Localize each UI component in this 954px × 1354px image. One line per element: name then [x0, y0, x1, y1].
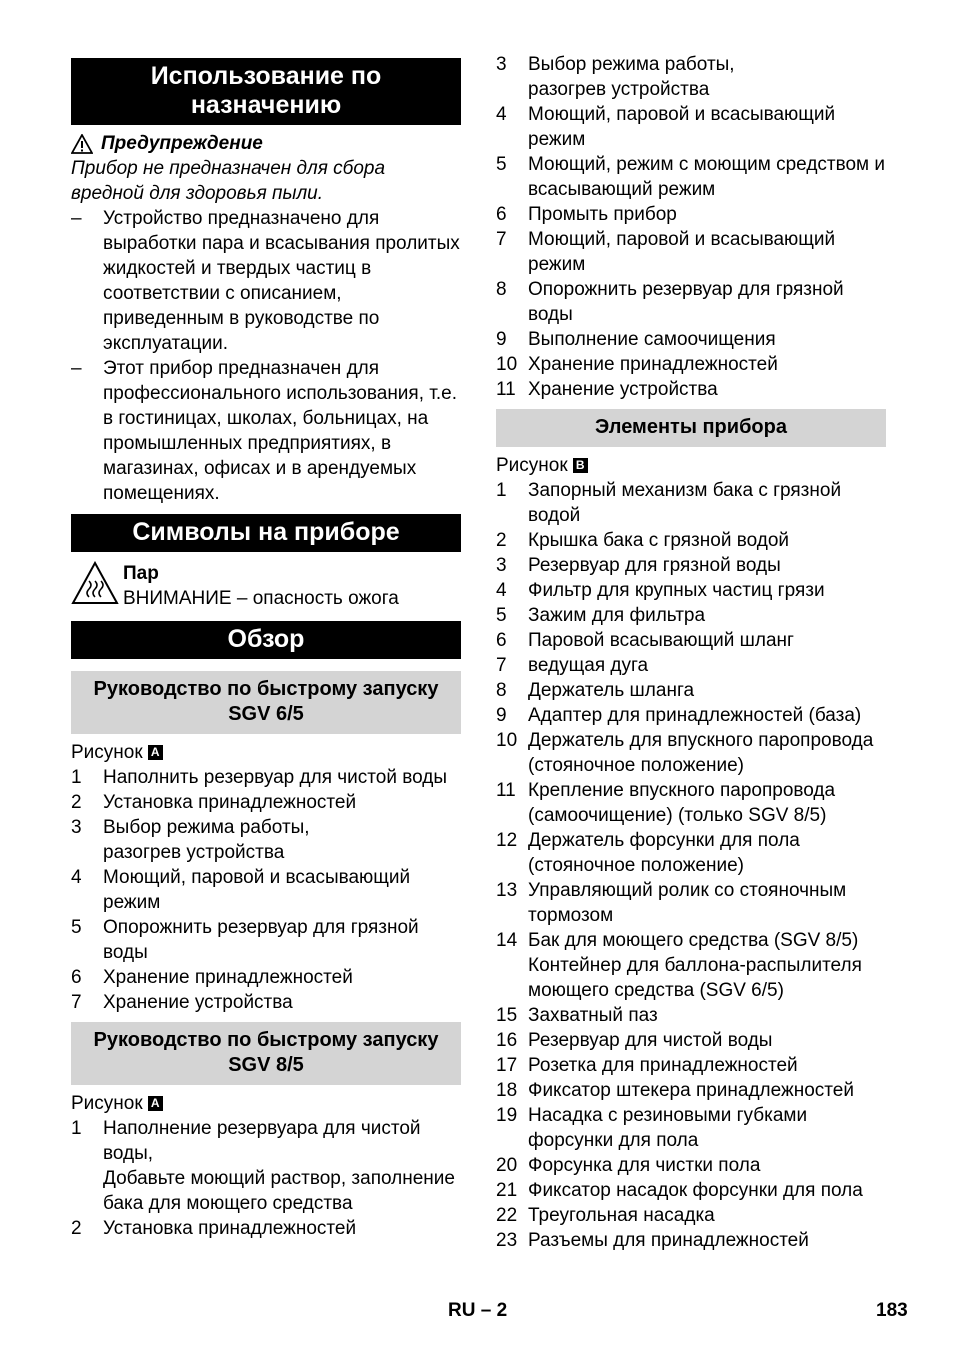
item-text: Моющий, паровой и всасывающий режим — [528, 229, 836, 275]
item-text: ведущая дуга — [528, 655, 649, 676]
quick2-figure-ref — [71, 1091, 461, 1116]
list-item — [496, 1003, 886, 1028]
item-number: 18 — [496, 1080, 518, 1101]
item-number: 7 — [496, 229, 507, 250]
list-item — [496, 828, 886, 878]
item-text: Хранение принадлежностей — [528, 354, 778, 375]
item-text: Бак для моющего средства (SGV 8/5) Контейнер для баллона-распылителя моющего средства (SGV 6/5) — [528, 930, 862, 1001]
symbol-text: ВНИМАНИЕ – опасность ожога — [123, 588, 399, 609]
item-number: 9 — [496, 329, 507, 350]
item-number: 2 — [71, 792, 82, 813]
list-item — [71, 1116, 461, 1216]
item-text: Резервуар для чистой воды — [528, 1030, 773, 1051]
symbol-description — [123, 561, 399, 611]
item-text: Опорожнить резервуар для грязной воды — [528, 279, 844, 325]
list-item — [496, 277, 886, 327]
list-item — [496, 152, 886, 202]
item-text: Фиксатор насадок форсунки для пола — [528, 1180, 863, 1201]
figure-label: Рисунок — [71, 742, 143, 763]
item-number: 8 — [496, 279, 507, 300]
footer-page-number: 183 — [876, 1300, 908, 1321]
item-number: 3 — [71, 817, 82, 838]
list-item — [496, 678, 886, 703]
item-text: Адаптер для принадлежностей (база) — [528, 705, 862, 726]
item-number: 3 — [496, 54, 507, 75]
list-item — [496, 1103, 886, 1153]
item-text: Насадка с резиновыми губками форсунки для пола — [528, 1105, 808, 1151]
list-item — [496, 202, 886, 227]
item-number: 1 — [496, 480, 507, 501]
item-number: 5 — [496, 154, 507, 175]
list-item — [496, 1228, 886, 1253]
item-text: Разъемы для принадлежностей — [528, 1230, 809, 1251]
item-number: 21 — [496, 1180, 518, 1201]
list-item — [71, 990, 461, 1015]
item-text: Установка принадлежностей — [103, 792, 357, 813]
figure-letter-badge: B — [573, 458, 588, 473]
list-item — [496, 703, 886, 728]
list-item — [496, 102, 886, 152]
item-text: Крышка бака с грязной водой — [528, 530, 790, 551]
item-text: Розетка для принадлежностей — [528, 1055, 798, 1076]
item-number: 7 — [496, 655, 507, 676]
item-number: 11 — [496, 780, 516, 801]
item-text: Выбор режима работы, разогрев устройства — [103, 817, 310, 863]
left-column — [71, 58, 461, 1241]
item-text: Хранение устройства — [528, 379, 718, 400]
quick1-figure-ref — [71, 740, 461, 765]
list-item — [496, 1028, 886, 1053]
list-item — [496, 52, 886, 102]
warning-header — [71, 131, 461, 156]
list-item — [496, 778, 886, 828]
quick2-heading: Руководство по быстрому запуску SGV 8/5 — [71, 1022, 461, 1085]
list-item — [496, 327, 886, 352]
item-text: Зажим для фильтра — [528, 605, 706, 626]
list-item — [496, 728, 886, 778]
elements-heading: Элементы прибора — [496, 409, 886, 447]
list-item — [496, 878, 886, 928]
figure-label: Рисунок — [496, 455, 568, 476]
item-text: Фильтр для крупных частиц грязи — [528, 580, 825, 601]
hot-steam-warning-icon — [71, 561, 119, 605]
item-text: Крепление впускного паропровода (самоочищение) (только SGV 8/5) — [528, 780, 836, 826]
item-text: Моющий, режим с моющим средством и всасывающий режим — [528, 154, 886, 200]
item-number: 22 — [496, 1205, 518, 1226]
item-text: Запорный механизм бака с грязной водой — [528, 480, 842, 526]
item-text: Выполнение самоочищения — [528, 329, 776, 350]
list-item — [496, 377, 886, 402]
item-number: 17 — [496, 1055, 518, 1076]
item-number: 1 — [71, 767, 82, 788]
list-item — [71, 790, 461, 815]
list-item — [71, 765, 461, 790]
list-item — [71, 1216, 461, 1241]
item-number: 3 — [496, 555, 507, 576]
item-text: Фиксатор штекера принадлежностей — [528, 1080, 854, 1101]
item-number: 6 — [71, 967, 82, 988]
elements-figure-ref — [496, 453, 886, 478]
list-item — [496, 628, 886, 653]
item-text: Установка принадлежностей — [103, 1218, 357, 1239]
list-item — [496, 352, 886, 377]
figure-letter-badge: A — [148, 1096, 163, 1111]
usage-item — [71, 206, 461, 356]
list-item — [496, 553, 886, 578]
heading-usage: Использование по назначению — [71, 58, 461, 125]
item-text: Треугольная насадка — [528, 1205, 715, 1226]
item-number: 20 — [496, 1155, 518, 1176]
item-number: 1 — [71, 1118, 82, 1139]
list-item — [496, 1078, 886, 1103]
item-number: 12 — [496, 830, 518, 851]
item-text: Наполнение резервуара для чистой воды, — [103, 1118, 421, 1164]
item-text-continued: Добавьте моющий раствор, заполнение бака для моющего средства — [103, 1168, 455, 1214]
usage-item — [71, 356, 461, 506]
item-number: 9 — [496, 705, 507, 726]
item-number: 6 — [496, 630, 507, 651]
list-item — [496, 1153, 886, 1178]
item-number: 15 — [496, 1005, 518, 1026]
item-number: 4 — [496, 580, 507, 601]
list-item — [71, 915, 461, 965]
item-text: Моющий, паровой и всасывающий режим — [103, 867, 411, 913]
figure-letter-badge: A — [148, 745, 163, 760]
item-text: Выбор режима работы, разогрев устройства — [528, 54, 735, 100]
item-text: Моющий, паровой и всасывающий режим — [528, 104, 836, 150]
item-number: 7 — [71, 992, 82, 1013]
item-number: 13 — [496, 880, 518, 901]
list-item — [496, 603, 886, 628]
item-number: 2 — [71, 1218, 82, 1239]
item-text: Наполнить резервуар для чистой воды — [103, 767, 447, 788]
list-item — [496, 1203, 886, 1228]
list-item — [496, 478, 886, 528]
item-number: 4 — [496, 104, 507, 125]
dash-marker: – — [71, 208, 82, 229]
item-text: Держатель шланга — [528, 680, 695, 701]
item-text: Форсунка для чистки пола — [528, 1155, 761, 1176]
item-text: Паровой всасывающий шланг — [528, 630, 794, 651]
item-number: 6 — [496, 204, 507, 225]
item-number: 5 — [496, 605, 507, 626]
item-text: Опорожнить резервуар для грязной воды — [103, 917, 419, 963]
quick1-heading: Руководство по быстрому запуску SGV 6/5 — [71, 671, 461, 734]
symbol-row — [71, 561, 461, 611]
list-item — [496, 653, 886, 678]
item-number: 4 — [71, 867, 82, 888]
list-item — [496, 928, 886, 1003]
item-number: 11 — [496, 379, 516, 400]
item-text: Хранение устройства — [103, 992, 293, 1013]
right-column — [496, 52, 886, 1253]
warning-title: Предупреждение — [101, 133, 263, 154]
list-item — [71, 865, 461, 915]
item-number: 23 — [496, 1230, 518, 1251]
list-item — [496, 528, 886, 553]
item-number: 19 — [496, 1105, 518, 1126]
item-text: Управляющий ролик со стояночным тормозом — [528, 880, 847, 926]
warning-text: Прибор не предназначен для сбора вредной для здоровья пыли. — [71, 158, 386, 204]
item-text-block — [103, 1116, 461, 1216]
item-number: 2 — [496, 530, 507, 551]
symbol-title: Пар — [123, 563, 159, 584]
item-number: 14 — [496, 930, 518, 951]
list-item — [71, 965, 461, 990]
item-text: Держатель форсунки для пола (стояночное положение) — [528, 830, 800, 876]
warning-triangle-icon — [71, 134, 93, 154]
item-number: 8 — [496, 680, 507, 701]
item-number: 5 — [71, 917, 82, 938]
dash-marker: – — [71, 358, 82, 379]
usage-item-text: Устройство предназначено для выработки пара и всасывания пролитых жидкостей и твердых частиц в соответствии с описанием, приведенным в руководстве по эксплуатации. — [103, 208, 460, 354]
figure-label: Рисунок — [71, 1093, 143, 1114]
item-text: Держатель для впускного паропровода (стояночное положение) — [528, 730, 874, 776]
footer-language-section: RU – 2 — [448, 1300, 508, 1321]
list-item — [496, 1178, 886, 1203]
item-number: 10 — [496, 730, 518, 751]
list-item — [496, 578, 886, 603]
item-text: Захватный паз — [528, 1005, 658, 1026]
item-number: 16 — [496, 1030, 518, 1051]
list-item — [496, 227, 886, 277]
heading-overview: Обзор — [71, 621, 461, 659]
item-text: Хранение принадлежностей — [103, 967, 353, 988]
item-text: Промыть прибор — [528, 204, 677, 225]
item-number: 10 — [496, 354, 518, 375]
usage-item-text: Этот прибор предназначен для профессионального использования, т.е. в гостиницах, школах, больницах, на промышленных предприятиях, в магазинах, офисах и в арендуемых помещениях. — [103, 358, 457, 504]
list-item — [71, 815, 461, 865]
heading-symbols: Символы на приборе — [71, 514, 461, 552]
item-text: Резервуар для грязной воды — [528, 555, 781, 576]
list-item — [496, 1053, 886, 1078]
